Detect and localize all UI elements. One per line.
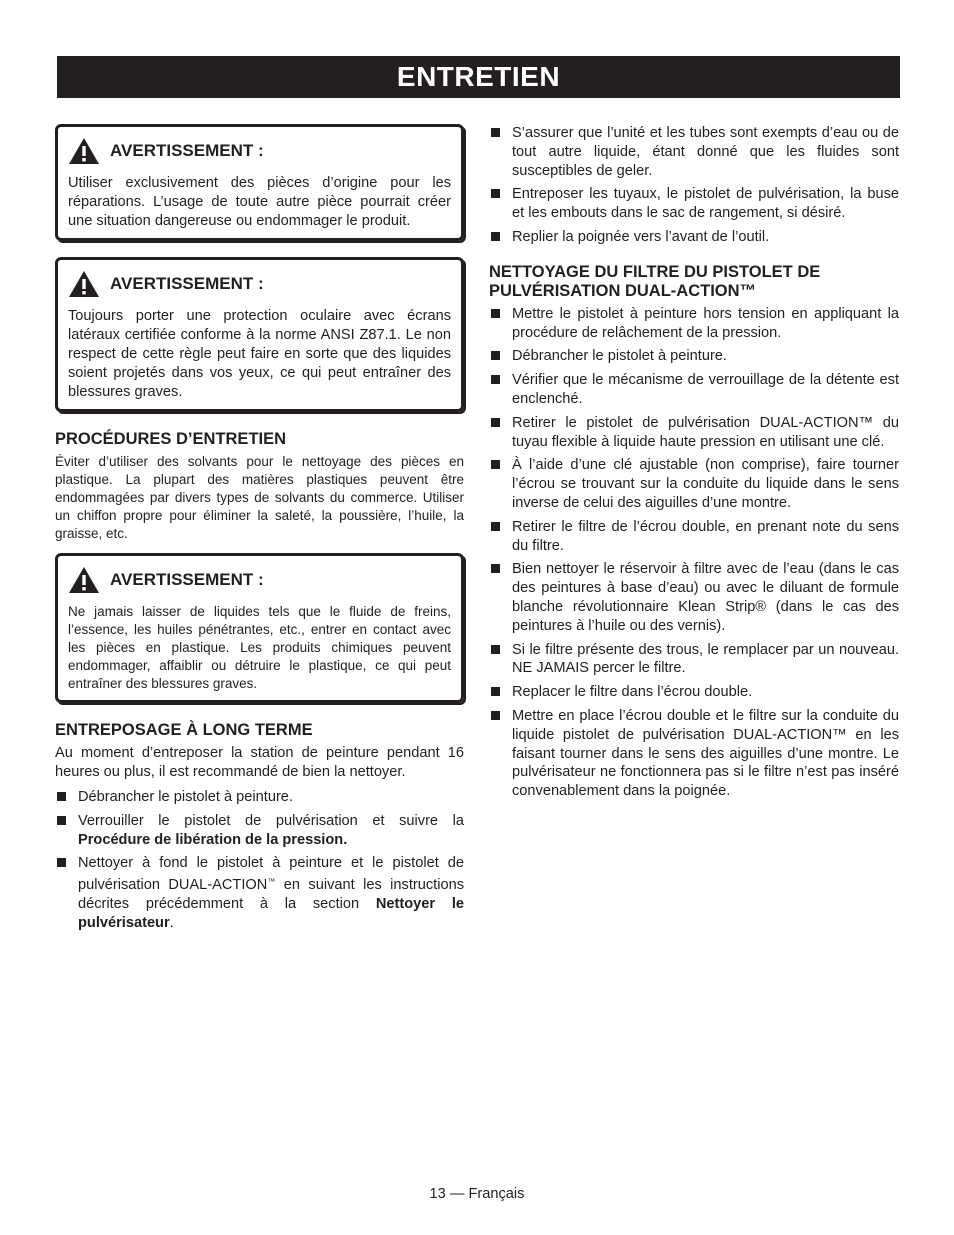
warning-header [68, 566, 451, 594]
left-column [55, 124, 464, 938]
list-item: S’assurer que l’unité et les tubes sont exempts d’eau ou de tout autre liquide, étant donné que les fluides sont susceptibles de geler. [489, 124, 899, 180]
section-heading-procedures: PROCÉDURES D’ENTRETIEN [55, 430, 287, 448]
list-item: Retirer le pistolet de pulvérisation DUAL-ACTION™ du tuyau flexible à liquide haute pression en utilisant une clé. [489, 414, 899, 452]
list-item: À l’aide d’une clé ajustable (non comprise), faire tourner l’écrou se trouvant sur la conduite du liquide dans le sens inverse de celui des aiguilles d’une montre. [489, 456, 899, 512]
list-item: Mettre en place l’écrou double et le filtre sur la conduite du liquide pistolet de pulvérisation DUAL-ACTION™ en les faisant tourner dans le sens des aiguilles d’une montre. Le pulvérisateur ne fonctionnera pas si le filtre n’est pas inséré convenablement dans la poignée. [489, 707, 899, 801]
list-item: Retirer le filtre de l’écrou double, en prenant note du sens du filtre. [489, 518, 899, 556]
list-item: Entreposer les tuyaux, le pistolet de pulvérisation, la buse et les embouts dans le sac de rangement, si désiré. [489, 185, 899, 223]
page-footer: 13 — Français [429, 1186, 525, 1202]
warning-header [68, 270, 451, 298]
storage-intro: Au moment d’entreposer la station de peinture pendant 16 heures ou plus, il est recommandé de bien la nettoyer. [55, 745, 464, 780]
list-item: Replacer le filtre dans l’écrou double. [489, 683, 899, 702]
warning-title: AVERTISSEMENT : [110, 141, 264, 160]
list-item: Bien nettoyer le réservoir à filtre avec de l’eau (dans le cas des peintures à base d’eau) ou avec le diluant de formule blanche révolutionnaire Klean Strip® (dans le cas des peintures à l’huile ou des vernis). [489, 560, 899, 635]
storage-list [55, 788, 464, 933]
right-column [489, 124, 899, 806]
section-heading-storage: ENTREPOSAGE À LONG TERME [55, 721, 313, 739]
list-item: Verrouiller le pistolet de pulvérisation et suivre la Procédure de libération de la pression. [55, 812, 464, 850]
page-title-banner: ENTRETIEN [57, 56, 900, 98]
list-item: Mettre le pistolet à peinture hors tension en appliquant la procédure de relâchement de la pression. [489, 305, 899, 343]
warning-title: AVERTISSEMENT : [110, 570, 264, 589]
warning-triangle-icon [68, 137, 100, 165]
section-heading-filter-cleaning: NETTOYAGE DU FILTRE DU PISTOLET DE PULVÉRISATION DUAL-ACTION™ [489, 262, 821, 300]
warning-triangle-icon [68, 270, 100, 298]
warning-text: Utiliser exclusivement des pièces d’origine pour les réparations. L’usage de toute autre pièce pourrait créer une situation dangereuse ou endommager le produit. [68, 175, 451, 229]
warning-header [68, 137, 451, 165]
list-item: Nettoyer à fond le pistolet à peinture et le pistolet de pulvérisation DUAL-ACTION™ en suivant les instructions décrites précédemment à la section Nettoyer le pulvérisateur. [55, 854, 464, 932]
list-item: Vérifier que le mécanisme de verrouillage de la détente est enclenché. [489, 371, 899, 409]
procedures-text: Éviter d’utiliser des solvants pour le nettoyage des pièces en plastique. La plupart des matières plastiques peuvent être endommagées par divers types de solvants du commerce. Utiliser un chiffon propre pour éliminer la saleté, la poussière, l’huile, la graisse, etc. [55, 454, 464, 541]
warning-title: AVERTISSEMENT : [110, 274, 264, 293]
list-item: Si le filtre présente des trous, le remplacer par un nouveau. NE JAMAIS percer le filtre. [489, 641, 899, 679]
warning-box-liquids [55, 553, 464, 703]
warning-text: Toujours porter une protection oculaire avec écrans latéraux certifiée conforme à la norme ANSI Z87.1. Le non respect de cette règle peut faire en sorte que des liquides soient projetés dans vos yeux, ce qui peut entraîner des blessures graves. [68, 308, 451, 400]
filter-cleaning-list [489, 305, 899, 801]
storage-list-continued [489, 124, 899, 247]
warning-text: Ne jamais laisser de liquides tels que le fluide de freins, l’essence, les huiles pénétrantes, etc., entrer en contact avec les pièces en plastique. Les produits chimiques peuvent endommager, affaiblir ou détruire le plastique, ce qui peut entraîner des blessures graves. [68, 604, 451, 691]
list-item: Replier la poignée vers l’avant de l’outil. [489, 228, 899, 247]
warning-box-genuine-parts [55, 124, 464, 241]
warning-triangle-icon [68, 566, 100, 594]
warning-box-eye-protection [55, 257, 464, 412]
list-item: Débrancher le pistolet à peinture. [55, 788, 464, 807]
list-item: Débrancher le pistolet à peinture. [489, 347, 899, 366]
